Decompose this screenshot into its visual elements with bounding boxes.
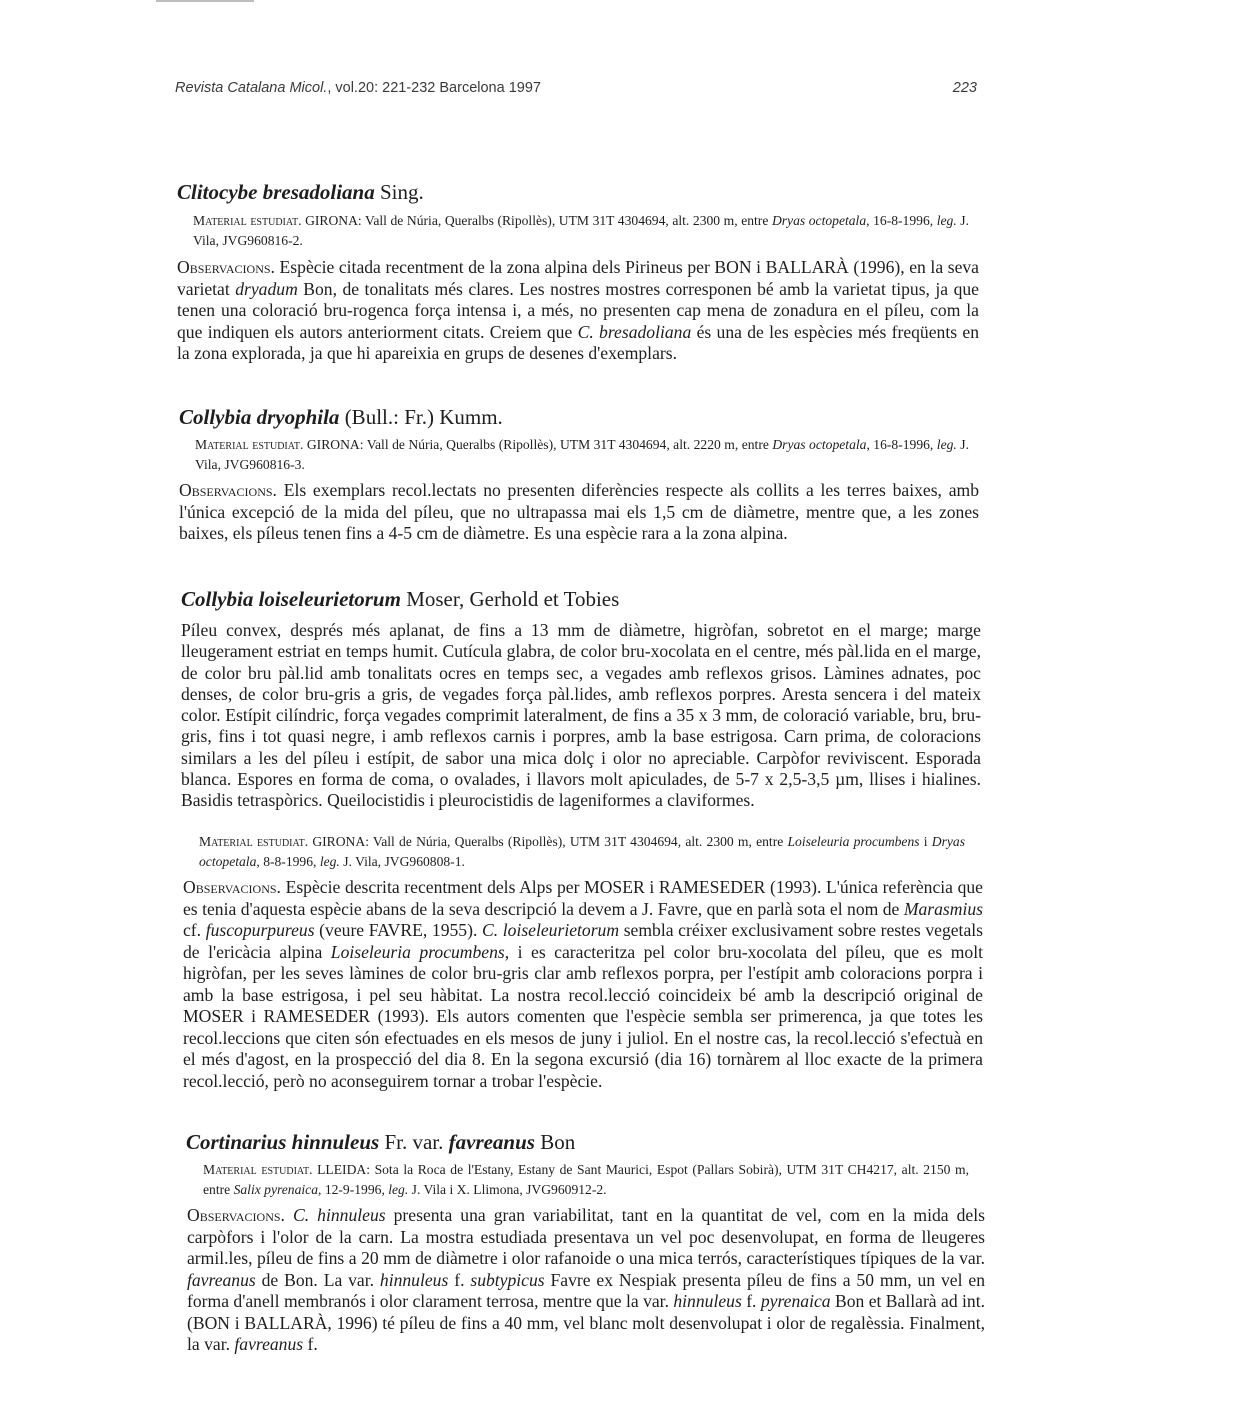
observations-text: presenta una gran variabilitat, tant en la quantitat de vel, com en la mida dels carpòfors i l'olor de la carn. La mostra estudiada presentava un vel poc desenvolupat, en forma de lleugeres armil.les, píleu de fins a 20 mm de diàmetre i olor rafanoide o una mica terrós, característiques típiques de la var. xyxy=(187,1205,985,1268)
observations-label: Observacions. xyxy=(179,480,277,500)
species-author: Moser, Gerhold et Tobies xyxy=(400,587,620,611)
description-paragraph: Píleu convex, després més aplanat, de fins a 13 mm de diàmetre, higròfan, sobretot en el marge; marge lleugerament estriat en temps humit. Cutícula glabra, de color bru-xocolata en el centre, més pàl.lida en el marge, de color bru pàl.lid amb tonalitats ocres en temps sec, a vegades amb reflexos grisos. Làmines adnates, poc denses, de color bru-gris a gris, de vegades força pàl.lides, amb reflexos porpres. Aresta sencera i del mateix color. Estípit cilíndric, força vegades comprimit lateralment, de fins a 35 x 3 mm, de coloració variable, bru, bru-gris, fins i tot quasi negre, i amb reflexos carnis i porpres, amb la base estrigosa. Carn prima, de coloracions similars a les del píleu i estípit, de sabor una mica dolç i olor no apreciable. Carpòfor reviviscent. Esporada blanca. Espores en forma de coma, o ovalades, i llavors molt apiculades, de 5-7 x 2,5-3,5 µm, llises i hialines. Basidis tetraspòrics. Queilocistidis i pleurocistidis de lageniformes a claviformes. xyxy=(181,620,981,811)
material-text: , 16-8-1996, xyxy=(866,437,937,452)
observations-text: sembla créixer exclusivament sobre restes vegetals de l'ericàcia alpina xyxy=(183,920,983,962)
observations-label: Observacions. xyxy=(187,1205,285,1225)
species-author: Fr. var. xyxy=(379,1130,449,1154)
species-name: Clitocybe bresadoliana xyxy=(177,180,375,204)
observations-text: (veure FAVRE, 1955). xyxy=(314,920,482,940)
variety-name: favreanus xyxy=(448,1130,535,1154)
material-label: Material estudiat. xyxy=(193,213,302,228)
taxon-name: C. loiseleurietorum xyxy=(481,920,620,940)
host-plant: Dryas octopetala xyxy=(772,437,867,452)
observations-text: Favre ex Nespiak presenta píleu de fins a 50 mm, un vel en forma d'anell membranós i olor clarament terrosa, mentre que la var. xyxy=(187,1269,985,1311)
material-text: GIRONA: Vall de Núria, Queralbs (Ripollès), UTM 31T 4304694, alt. 2300 m, entre xyxy=(308,834,788,849)
species-name: Collybia loiseleurietorum xyxy=(181,587,401,611)
material-text: i xyxy=(919,834,932,849)
species-heading-cortinarius-hinnuleus xyxy=(186,1130,575,1155)
observations-label: Observacions. xyxy=(177,257,275,277)
species-name: Collybia dryophila xyxy=(179,405,340,429)
observations-text xyxy=(285,1205,293,1225)
journal-abbrev: Revista Catalana Micol. xyxy=(175,80,328,96)
taxon-name: hinnuleus xyxy=(379,1269,449,1290)
material-text: J. Vila, JVG960808-1. xyxy=(339,854,465,869)
material-text: J. Vila i X. Llimona, JVG960912-2. xyxy=(408,1182,607,1197)
material-studied-paragraph xyxy=(199,832,965,872)
observations-label: Observacions. xyxy=(183,877,281,897)
material-label: Material estudiat. xyxy=(199,834,309,849)
observations-text: és una de les espècies més freqüents en la zona explorada, ja que hi apareixia en grups de desenes d'exemplars. xyxy=(177,321,979,363)
taxon-name: dryadum xyxy=(235,278,298,299)
scan-edge-line xyxy=(156,0,254,2)
material-label: Material estudiat. xyxy=(203,1162,313,1177)
leg-abbrev: leg. xyxy=(936,437,957,452)
taxon-name: favreanus xyxy=(234,1334,304,1354)
host-plant: Dryas octopetala xyxy=(771,213,867,228)
observations-text: Bon et Ballarà ad int. (BON i BALLARÀ, 1996) té píleu de fins a 40 mm, vel blanc molt desenvolupat i olor de regalèssia. Finalment, la var. xyxy=(187,1291,985,1354)
leg-abbrev: leg. xyxy=(936,213,957,228)
host-plant: Salix pyrenaica xyxy=(233,1182,319,1197)
taxon-name: C. hinnuleus xyxy=(293,1205,386,1225)
observations-text: cf. xyxy=(183,920,206,940)
taxon-name: C. bresadoliana xyxy=(577,321,692,342)
observations-text: , i es caracteritza pel color bru-xocolata del píleu, que es molt higròfan, per les seves làmines de color bru-gris clar amb reflexos porpra, per l'estípit amb coloracions porpra i amb la base estrigosa, i pel seu hàbitat. La nostra recol.lecció coincideix bé amb la descripció original de MOSER i RAMESEDER (1993). Els autors comenten que l'espècie sembla ser primerenca, ja que totes les recol.leccions que citen són efectuades en els mesos de juny i juliol. En el nostre cas, la recol.lecció s'efectuà en el més d'agost, en la prospecció del dia 8. En la segona excursió (dia 16) tornàrem al lloc exacte de la primera recol.lecció, però no aconseguirem tornar a trobar l'espècie. xyxy=(183,941,983,1091)
material-studied-paragraph xyxy=(193,211,969,251)
observations-text: Els exemplars recol.lectats no presenten diferències respecte als collits a les terres baixes, amb l'única excepció de la mida del píleu, que no ultrapassa mai els 1,5 cm de diàmetre, mentre que, a les zones baixes, els píleus tenen fins a 4-5 cm de diàmetre. Es una espècie rara a la zona alpina. xyxy=(179,480,979,543)
running-header xyxy=(175,80,977,104)
material-studied-paragraph xyxy=(195,435,969,475)
observations-paragraph xyxy=(177,257,979,365)
species-name: Cortinarius hinnuleus xyxy=(186,1130,380,1154)
material-studied-paragraph xyxy=(203,1160,969,1200)
material-text: , 8-8-1996, xyxy=(256,854,320,869)
host-plant: Dryas octopetala xyxy=(199,834,965,869)
observations-text: f. xyxy=(741,1291,761,1311)
observations-text: Espècie descrita recentment dels Alps per MOSER i RAMESEDER (1993). L'única referència que es tenia d'aquesta espècie abans de la seva descripció la devem a J. Favre, que en parlà sota el nom de xyxy=(183,877,983,919)
observations-paragraph xyxy=(187,1205,985,1356)
species-author: (Bull.: Fr.) Kumm. xyxy=(339,405,503,429)
material-label: Material estudiat. xyxy=(195,437,304,452)
taxon-name: Loiseleuria procumbens xyxy=(330,941,505,962)
taxon-name: subtypicus xyxy=(470,1269,545,1290)
observations-text: de Bon. La var. xyxy=(255,1269,380,1290)
page-number: 223 xyxy=(952,80,977,96)
material-text: GIRONA: Vall de Núria, Queralbs (Ripollès), UTM 31T 4304694, alt. 2220 m, entre xyxy=(303,437,773,452)
species-heading-collybia-dryophila xyxy=(179,405,503,430)
observations-text: f. xyxy=(303,1334,318,1354)
journal-citation xyxy=(175,80,541,96)
species-heading-clitocybe-bresadoliana xyxy=(177,180,424,205)
observations-paragraph xyxy=(183,877,983,1092)
material-text: , 12-9-1996, xyxy=(318,1182,389,1197)
taxon-name: Marasmius xyxy=(903,898,983,919)
journal-volume-pages: , vol.20: 221-232 Barcelona 1997 xyxy=(327,80,541,96)
observations-text: Bon, de tonalitats més clares. Les nostres mostres corresponen bé amb la varietat tipus, ja que tenen una coloració bru-rogenca força intensa i, a més, no presenten cap mena de zonadura en el píleu, com la que indiquen els autors anteriorment citats. Creiem que xyxy=(177,278,979,342)
taxon-name: hinnuleus xyxy=(673,1291,742,1311)
material-text: , 16-8-1996, xyxy=(866,213,937,228)
material-text: J. Vila, JVG960816-2. xyxy=(193,213,969,248)
taxon-name: favreanus xyxy=(187,1269,256,1290)
taxon-name: fuscopurpureus xyxy=(205,920,315,940)
species-heading-collybia-loiseleurietorum xyxy=(181,587,619,612)
observations-text: f. xyxy=(448,1269,471,1290)
material-text: GIRONA: Vall de Núria, Queralbs (Ripollès), UTM 31T 4304694, alt. 2300 m, entre xyxy=(301,213,772,228)
taxon-name: pyrenaica xyxy=(760,1291,831,1311)
observations-text: Espècie citada recentment de la zona alpina dels Pirineus per BON i BALLARÀ (1996), en la seva varietat xyxy=(177,257,979,299)
species-author: Sing. xyxy=(374,180,424,204)
variety-author: Bon xyxy=(534,1130,576,1154)
leg-abbrev: leg. xyxy=(319,854,340,869)
material-text: J. Vila, JVG960816-3. xyxy=(195,437,969,472)
material-text: LLEIDA: Sota la Roca de l'Estany, Estany de Sant Maurici, Espot (Pallars Sobirà), UTM 31T CH4217, alt. 2150 m, entre xyxy=(203,1162,970,1197)
observations-paragraph xyxy=(179,480,979,545)
leg-abbrev: leg. xyxy=(388,1182,409,1197)
host-plant: Loiseleuria procumbens xyxy=(787,834,920,849)
